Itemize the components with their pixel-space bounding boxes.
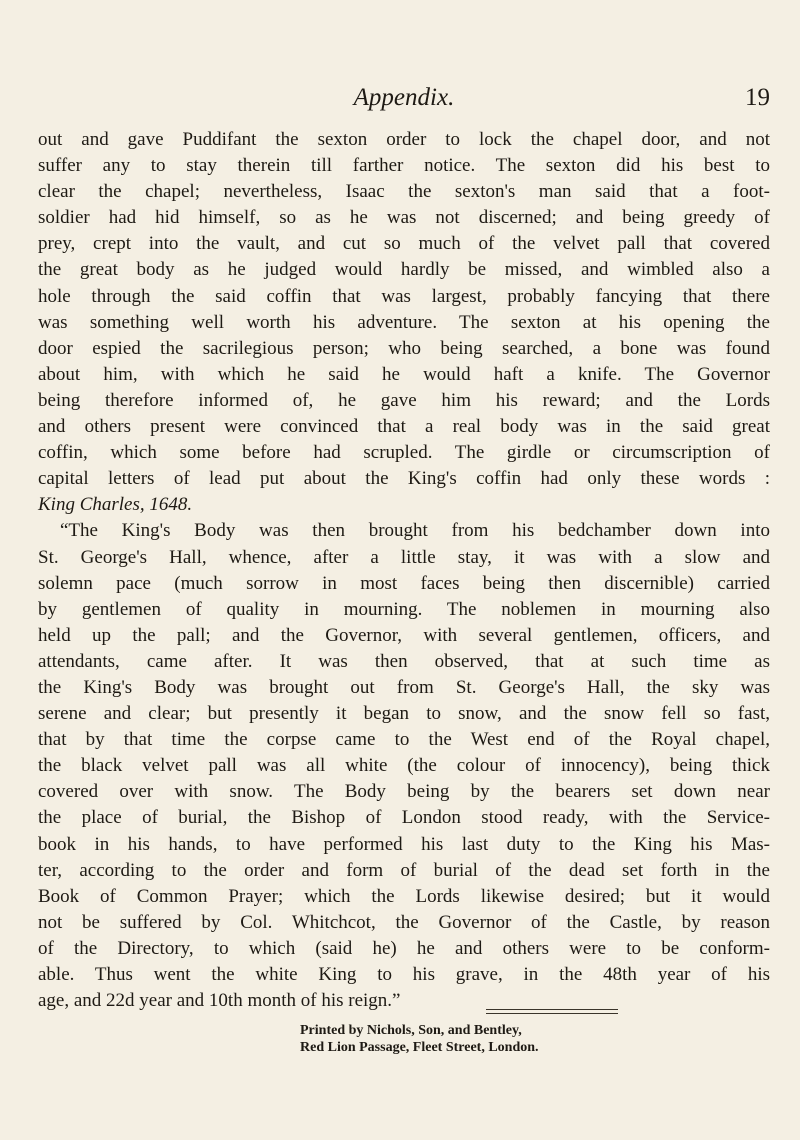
text-line: about him, with which he said he would haft a knife. The Governor <box>38 363 770 385</box>
text-line: “The King's Body was then brought from his bedchamber down into <box>60 520 770 542</box>
text-line: the King's Body was brought out from St. George's Hall, the sky was <box>38 676 770 698</box>
text-line: the great body as he judged would hardly be missed, and wimbled also a <box>38 259 770 281</box>
text-line: clear the chapel; nevertheless, Isaac the sexton's man said that a foot- <box>38 181 770 203</box>
imprint-line-1: Printed by Nichols, Son, and Bentley, <box>300 1023 522 1038</box>
text-line: soldier had hid himself, so as he was not discerned; and being greedy of <box>38 207 770 229</box>
text-line: attendants, came after. It was then observed, that at such time as <box>38 650 770 672</box>
text-line: capital letters of lead put about the King's coffin had only these words : <box>38 468 770 490</box>
text-line: covered over with snow. The Body being by the bearers set down near <box>38 781 770 803</box>
text-line-italic: King Charles, 1648. <box>38 494 193 516</box>
text-line: door espied the sacrilegious person; who being searched, a bone was found <box>38 337 770 359</box>
text-line: Book of Common Prayer; which the Lords likewise desired; but it would <box>38 885 770 907</box>
text-line: serene and clear; but presently it began to snow, and the snow fell so fast, <box>38 703 770 725</box>
text-line: St. George's Hall, whence, after a little stay, it was with a slow and <box>38 546 770 568</box>
text-line: ter, according to the order and form of burial of the dead set forth in the <box>38 859 770 881</box>
body-text <box>38 127 770 1014</box>
text-line: able. Thus went the white King to his grave, in the 48th year of his <box>38 964 770 985</box>
text-line: was something well worth his adventure. The sexton at his opening the <box>38 311 770 333</box>
text-line: out and gave Puddifant the sexton order to lock the chapel door, and not <box>38 129 770 150</box>
text-line: book in his hands, to have performed his last duty to the King his Mas- <box>38 833 770 855</box>
text-line: and others present were convinced that a real body was in the said great <box>38 416 770 438</box>
text-line: coffin, which some before had scrupled. The girdle or circumscription of <box>38 442 770 464</box>
text-line: prey, crept into the vault, and cut so much of the velvet pall that covered <box>38 233 770 255</box>
imprint-line-2: Red Lion Passage, Fleet Street, London. <box>300 1040 539 1055</box>
text-line: the black velvet pall was all white (the colour of innocency), being thick <box>38 755 770 777</box>
text-line: solemn pace (much sorrow in most faces being then discernible) carried <box>38 572 770 594</box>
printer-imprint <box>300 1022 720 1056</box>
text-line: not be suffered by Col. Whitchcot, the Governor of the Castle, by reason <box>38 911 770 933</box>
page-number: 19 <box>745 84 770 111</box>
text-line: the place of burial, the Bishop of London stood ready, with the Service- <box>38 807 770 829</box>
text-line: suffer any to stay therein till farther notice. The sexton did his best to <box>38 155 770 177</box>
running-title: Appendix. <box>353 84 455 111</box>
text-line: hole through the said coffin that was largest, probably fancying that there <box>38 285 770 307</box>
text-line: by gentlemen of quality in mourning. The noblemen in mourning also <box>38 598 770 620</box>
text-line: of the Directory, to which (said he) he and others were to be conform- <box>38 937 770 959</box>
text-line: age, and 22d year and 10th month of his reign.” <box>38 990 401 1012</box>
text-line: held up the pall; and the Governor, with several gentlemen, officers, and <box>38 624 770 646</box>
text-line: being therefore informed of, he gave him his reward; and the Lords <box>38 389 770 411</box>
text-line: that by that time the corpse came to the West end of the Royal chapel, <box>38 729 770 751</box>
ornamental-rule <box>486 1009 618 1014</box>
page-header <box>38 84 770 124</box>
